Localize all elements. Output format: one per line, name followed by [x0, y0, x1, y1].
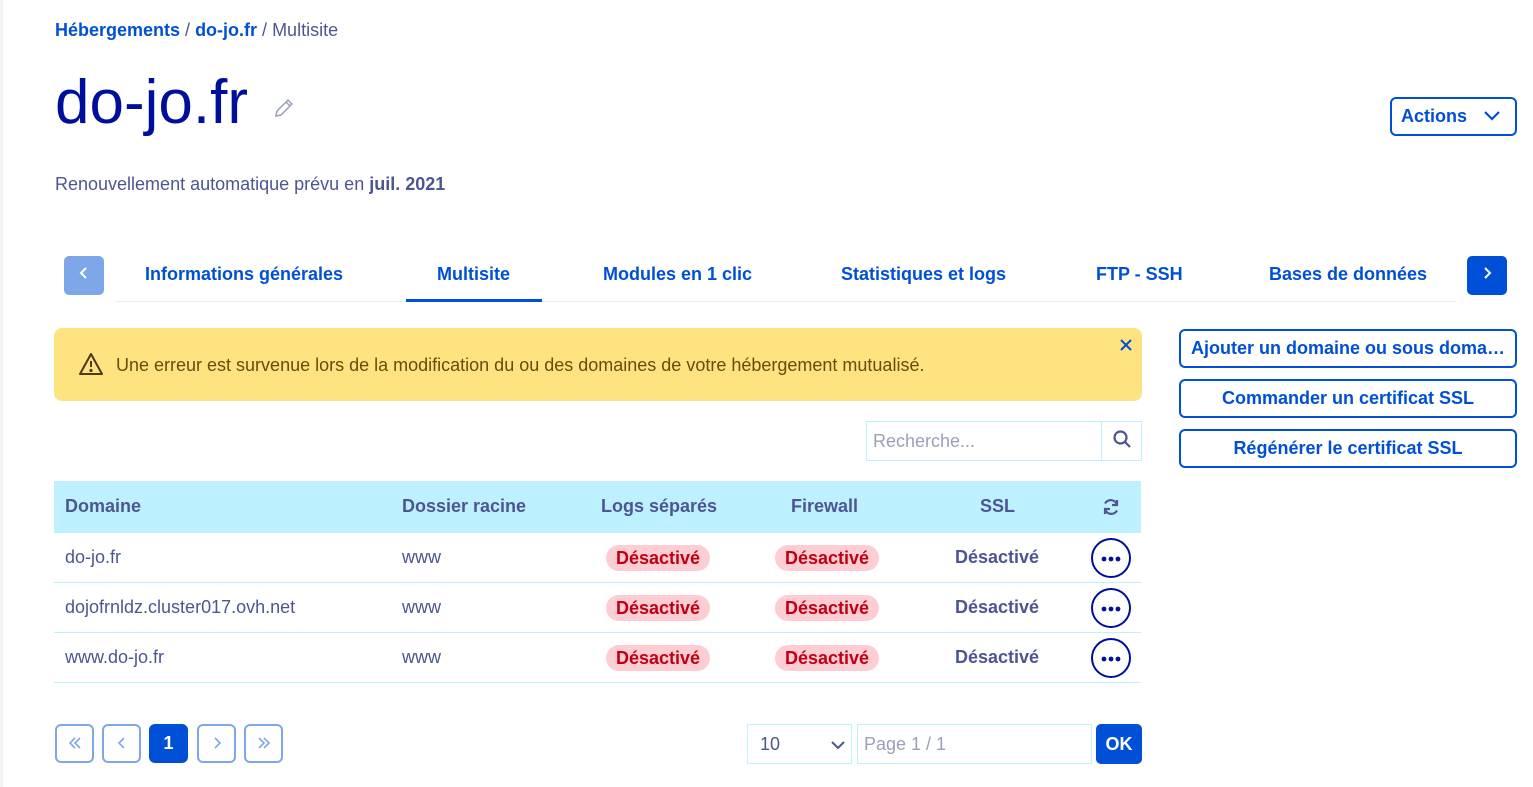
table-header [54, 481, 1141, 533]
tabs-scroll-left-button[interactable] [64, 256, 104, 295]
column-header-domain[interactable]: Domaine [65, 496, 142, 516]
row-actions-button[interactable] [1091, 638, 1131, 678]
breadcrumb-domain-link[interactable]: do-jo.fr [195, 20, 258, 40]
page-number-input[interactable] [857, 724, 1092, 764]
tab-ftp-ssh[interactable]: FTP - SSH [1096, 264, 1183, 284]
renewal-info [55, 174, 445, 195]
tab-general-info[interactable]: Informations générales [145, 264, 344, 284]
chevron-down-icon [831, 734, 845, 755]
column-header-logs: Logs séparés [601, 496, 718, 516]
chevron-right-icon [1482, 266, 1492, 285]
chevron-left-icon [79, 266, 89, 285]
search-input[interactable] [867, 422, 1101, 460]
tabs-baseline [115, 301, 1457, 302]
table-row [54, 533, 1141, 583]
tab-statistics-logs[interactable]: Statistiques et logs [841, 264, 1007, 284]
order-ssl-button[interactable]: Commander un certificat SSL [1179, 379, 1517, 418]
page-number-button[interactable]: 1 [149, 724, 188, 763]
root-folder-cell: www [402, 547, 441, 567]
firewall-status-badge: Désactivé [775, 645, 879, 671]
tab-multisite[interactable]: Multisite [437, 264, 511, 284]
firewall-status-badge: Désactivé [775, 595, 879, 621]
page-size-value: 10 [760, 733, 781, 754]
more-options-icon [1101, 599, 1121, 617]
pencil-icon[interactable] [272, 96, 296, 120]
column-header-ssl: SSL [980, 496, 1016, 516]
alert-message: Une erreur est survenue lors de la modification du ou des domaines de votre hébergement mutualisé. [116, 355, 925, 375]
ssl-status: Désactivé [955, 597, 1040, 617]
page-edge [0, 0, 3, 787]
root-folder-cell: www [402, 647, 441, 667]
go-to-page-button[interactable]: OK [1096, 724, 1142, 764]
search-button[interactable] [1101, 422, 1141, 460]
more-options-icon [1101, 549, 1121, 567]
last-page-button[interactable] [244, 724, 283, 763]
refresh-icon[interactable] [1101, 497, 1121, 522]
breadcrumb [55, 20, 338, 41]
previous-page-button[interactable] [102, 724, 141, 763]
next-page-button[interactable] [197, 724, 236, 763]
double-chevron-right-icon [257, 733, 271, 754]
table-row [54, 583, 1141, 633]
page-title: do-jo.fr [55, 68, 248, 137]
renewal-prefix: Renouvellement automatique prévu en [55, 174, 365, 194]
tab-databases[interactable]: Bases de données [1269, 264, 1428, 284]
firewall-status-badge: Désactivé [775, 545, 879, 571]
table-row [54, 633, 1141, 683]
page-size-select[interactable] [747, 724, 852, 764]
tabs-scroll-right-button[interactable] [1467, 256, 1507, 295]
root-folder-cell: www [402, 597, 441, 617]
ssl-status: Désactivé [955, 647, 1040, 667]
close-icon[interactable] [1117, 336, 1135, 354]
domains-table [54, 481, 1141, 683]
error-alert [54, 328, 1142, 401]
breadcrumb-separator: / [262, 20, 268, 40]
domain-cell: www.do-jo.fr [65, 647, 165, 667]
renewal-date: juil. 2021 [369, 174, 446, 194]
search-box [866, 421, 1142, 461]
chevron-down-icon [1483, 106, 1501, 127]
breadcrumb-hosting-link[interactable]: Hébergements [55, 20, 181, 40]
double-chevron-left-icon [68, 733, 82, 754]
active-tab-indicator [406, 299, 542, 302]
row-actions-button[interactable] [1091, 538, 1131, 578]
ssl-status: Désactivé [955, 547, 1040, 567]
warning-icon [78, 352, 104, 381]
logs-status-badge: Désactivé [606, 545, 710, 571]
logs-status-badge: Désactivé [606, 645, 710, 671]
breadcrumb-current: Multisite [272, 20, 339, 40]
row-actions-button[interactable] [1091, 588, 1131, 628]
actions-label: Actions [1401, 106, 1468, 126]
first-page-button[interactable] [55, 724, 94, 763]
chevron-left-icon [118, 733, 126, 754]
column-header-root-folder[interactable]: Dossier racine [402, 496, 527, 516]
chevron-right-icon [213, 733, 221, 754]
tab-modules[interactable]: Modules en 1 clic [603, 264, 753, 284]
breadcrumb-separator: / [185, 20, 191, 40]
more-options-icon [1101, 649, 1121, 667]
domain-cell: do-jo.fr [65, 547, 122, 567]
add-domain-button[interactable]: Ajouter un domaine ou sous doma… [1179, 329, 1517, 368]
column-header-firewall: Firewall [791, 496, 859, 516]
actions-dropdown-button[interactable] [1390, 97, 1517, 136]
regenerate-ssl-button[interactable]: Régénérer le certificat SSL [1179, 429, 1517, 468]
domain-cell: dojofrnldz.cluster017.ovh.net [65, 597, 296, 617]
search-icon [1112, 429, 1132, 454]
logs-status-badge: Désactivé [606, 595, 710, 621]
